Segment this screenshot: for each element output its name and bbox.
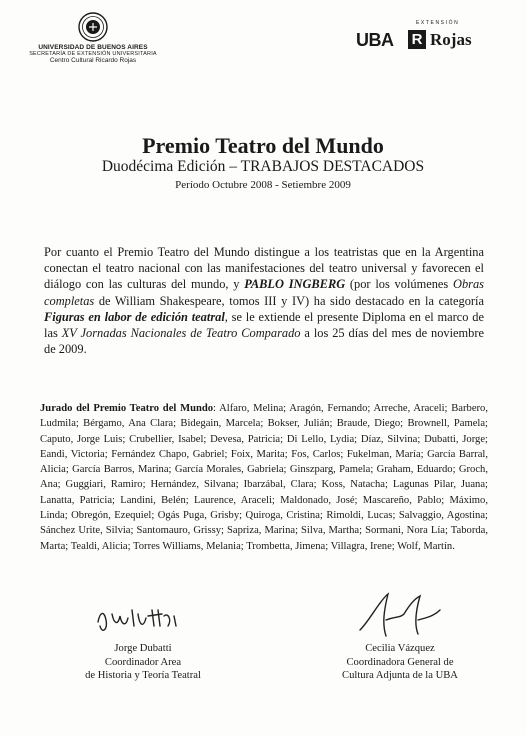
award-category: Figuras en labor de edición teatral — [44, 309, 225, 324]
signer-name-left: Jorge Dubatti — [114, 643, 172, 654]
statement-part-5: a los 25 días del mes de noviembre de 2009. — [44, 326, 484, 357]
signature-block-right — [300, 590, 500, 683]
r-logo-box: R — [408, 30, 426, 49]
awardee-name: PABLO INGBERG — [244, 277, 346, 292]
university-seal-icon — [78, 12, 108, 42]
award-title: Premio Teatro del Mundo — [142, 133, 384, 158]
edition-subtitle-highlight: TRABAJOS DESTACADOS — [240, 158, 425, 175]
signer-role-left-1: Coordinador Area — [104, 656, 182, 668]
uba-rojas-logo — [356, 20, 506, 60]
jury-list — [40, 401, 488, 554]
secretariat-name: SECRETARÍA DE EXTENSIÓN UNIVERSITARIA — [29, 51, 157, 57]
uba-logo-text: UBA — [356, 30, 394, 50]
uba-header-left — [18, 12, 168, 64]
handwritten-signature-right — [340, 590, 460, 642]
signer-role-left-2: de Historia y Teoría Teatral — [85, 670, 201, 681]
jury-label: Jurado del Premio Teatro del Mundo — [40, 403, 214, 414]
jury-members: : Alfaro, Melina; Aragón, Fernando; Arreche, Araceli; Barbero, Ludmila; Bérgamo, Ana Clara; Bidegain, Marcela; Bokser, Julián; Braude, Diego; Brownell, Pamela; Caputo, Jorge Luis; Crubellier, Isabel; Devesa, Patricia; Di Lello, Lydia; Díaz, Silvina; Dubatti, Jorge; Eandi, Victoria; Fernández Chapo, Gabriel; Foix, Marita; Fos, Carlos; Fukelman, María; García Barral, Alicia; García Barros, Marina; García Morales, Gabriela; Ginszparg, Pamela; Graham, Eduardo; Groch, Ana; Guggiari, Ramiro; Hernández, Silvana; Ibarzábal, Clara; Koss, Natacha; Lagunas Pilar, Juana; Lanatta, Patricia; Landini, Belén; Laurence, Araceli; Maldonado, José; Mascareño, Pablo; Máximo, Linda; Obregón, Ezequiel; Ogás Puga, Grisby; Quiroga, Cristina; Rimoldi, Lucas; Salvaggio, Agostina; Sánchez Urite, Silvia; Santomauro, Grissy; Sapriza, Marina; Silva, Martha; Sormani, Nora Lía; Taborda, Marta; Tealdi, Alicia; Torres Williams, Melania; Trombetta, Jimena; Villagra, Irene; Wolf, Martín. — [40, 403, 488, 552]
work-title: Obras completas — [44, 277, 484, 308]
handwritten-signature-left — [88, 600, 198, 642]
statement-part-2: (por los volúmenes — [345, 277, 453, 292]
statement-part-4: , se le extiende el presente Diploma en el marco de las — [44, 309, 484, 341]
signer-role-right-2: Cultura Adjunta de la UBA — [342, 670, 458, 681]
award-period: Período Octubre 2008 - Setiembre 2009 — [175, 179, 351, 191]
rojas-logo-text: Rojas — [430, 30, 472, 49]
signer-name-right: Cecilia Vázquez — [365, 643, 435, 654]
signature-block-left — [48, 600, 238, 683]
event-name: XV Jornadas Nacionales de Teatro Comparado — [61, 326, 301, 341]
extension-label: EXTENSIÓN — [416, 20, 460, 26]
edition-subtitle — [0, 158, 526, 176]
edition-subtitle-prefix: Duodécima Edición – — [101, 158, 241, 175]
award-statement — [44, 244, 484, 357]
statement-part-1: Por cuanto el Premio Teatro del Mundo distingue a los teatristas que en la Argentina conectan el teatro nacional con las manifestaciones del teatro universal y favorecen el diálogo con las culturas del mundo, y — [44, 245, 484, 292]
university-name: UNIVERSIDAD DE BUENOS AIRES — [38, 44, 148, 51]
signer-role-right-1: Coordinadora General de — [346, 656, 454, 668]
cultural-center-name: Centro Cultural Ricardo Rojas — [49, 57, 137, 64]
statement-part-3: de William Shakespeare, tomos III y IV) ha sido destacado en la categoría — [94, 293, 484, 308]
